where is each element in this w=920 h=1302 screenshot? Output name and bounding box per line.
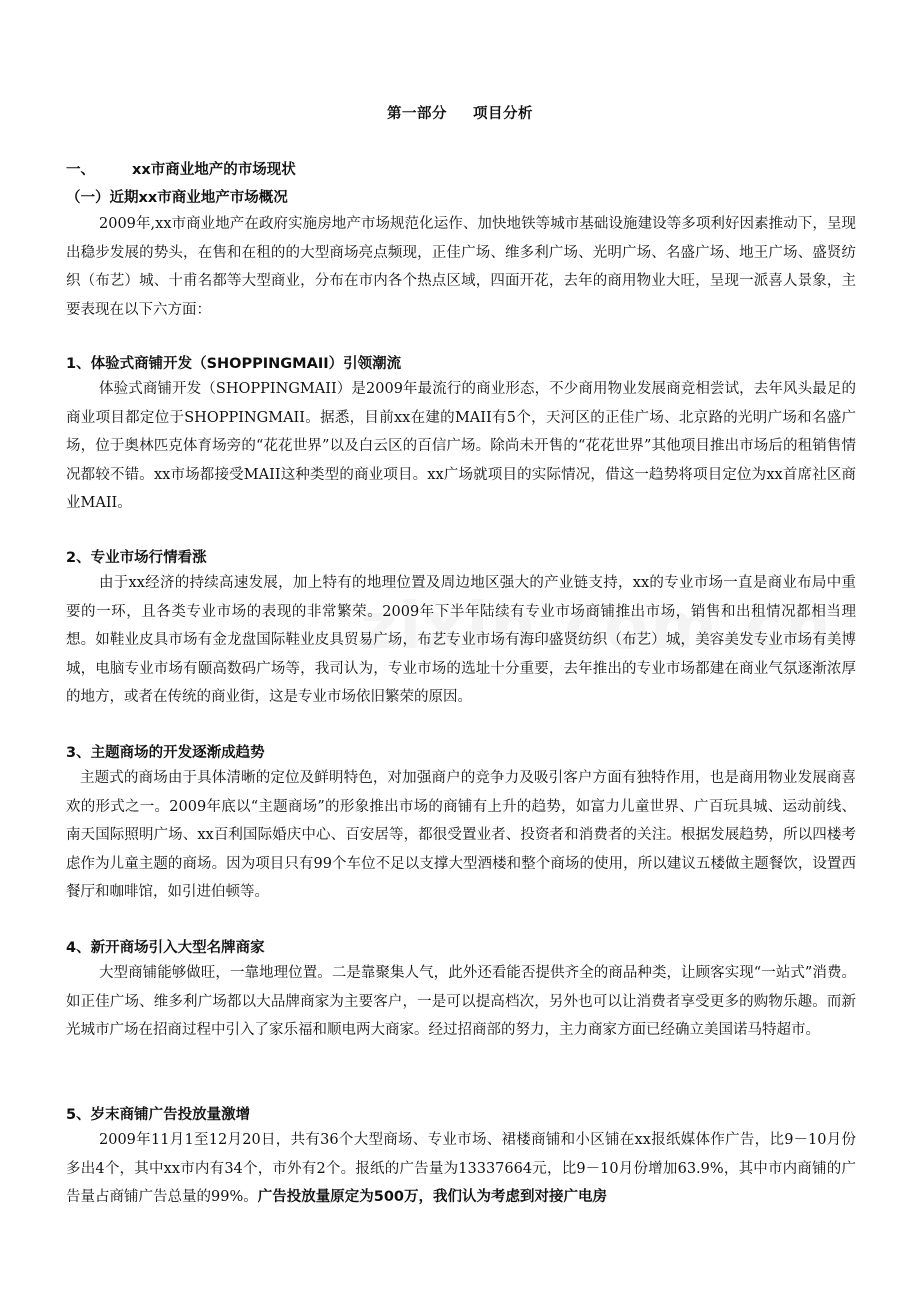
heading-level-1 bbox=[66, 158, 296, 179]
section-heading-2: 2、专业市场行情看涨 bbox=[66, 550, 207, 566]
section-heading-3: 3、主题商场的开发逐渐成趋势 bbox=[66, 745, 265, 761]
section-body-1: 体验式商铺开发（SHOPPINGMAII）是2009年最流行的商业形态，不少商用物业发展商竞相尝试，去年风头最足的商业项目都定位于SHOPPINGMAII。据悉，目前xx在建的MAII有5个，天河区的正佳广场、北京路的光明广场和名盛广场，位于奥林匹克体育场旁的“花花世界”以及白云区的百信广场。除尚未开售的“花花世界”其他项目推出市场后的租销售情况都较不错。xx市场都接受MAII这种类型的商业项目。xx广场就项目的实际情况，借这一趋势将项目定位为xx首席社区商业MAII。 bbox=[66, 381, 856, 511]
section-heading-1: 1、体验式商铺开发（SHOPPINGMAII）引领潮流 bbox=[66, 356, 402, 372]
section-body-5-text: 2009年11月1至12月20日，共有36个大型商场、专业市场、裙楼商铺和小区铺在xx报纸媒体作广告，比9－10月份多出4个，其中xx市内有34个，市外有2个。报纸的广告量为13337664元，比9－10月份增加63.9%，其中市内商铺的广告量占商铺广告总量的99%。 bbox=[66, 1132, 856, 1205]
title-part: 第一部分 bbox=[387, 106, 447, 122]
section-heading-5: 5、岁末商铺广告投放量激增 bbox=[66, 1107, 251, 1123]
intro-paragraph: 2009年,xx市商业地产在政府实施房地产市场规范化运作、加快地铁等城市基础设施建设等多项利好因素推动下，呈现出稳步发展的势头，在售和在租的的大型商场亮点频现，正佳广场、维多利广场、光明广场、名盛广场、地王广场、盛贤纺织（布艺）城、十甫名都等大型商业，分布在市内各个热点区域，四面开花，去年的商用物业大旺，呈现一派喜人景象，主要表现在以下六方面： bbox=[66, 216, 856, 318]
section-heading-4: 4、新开商场引入大型名牌商家 bbox=[66, 940, 265, 956]
heading-text: xx市商业地产的市场现状 bbox=[132, 162, 296, 178]
title-name: 项目分析 bbox=[473, 106, 533, 122]
heading-number: 一、 bbox=[66, 162, 95, 178]
section-body-5 bbox=[66, 1126, 856, 1212]
section-body-3: 主题式的商场由于具体清晰的定位及鲜明特色，对加强商户的竞争力及吸引客户方面有独特作用，也是商用物业发展商喜欢的形式之一。2009年底以“主题商场”的形象推出市场的商铺有上升的趋势，如富力儿童世界、广百玩具城、运动前线、南天国际照明广场、xx百利国际婚庆中心、百安居等，都很受置业者、投资者和消费者的关注。根据发展趋势，所以四楼考虑作为儿童主题的商场。因为项目只有99个车位不足以支撑大型酒楼和整个商场的使用，所以建议五楼做主题餐饮，设置西餐厅和咖啡馆，如引进伯顿等。 bbox=[66, 770, 856, 900]
section-body-2: 由于xx经济的持续高速发展，加上特有的地理位置及周边地区强大的产业链支持，xx的专业市场一直是商业布局中重要的一环，且各类专业市场的表现的非常繁荣。2009年下半年陆续有专业市场商铺推出市场，销售和出租情况都相当理想。如鞋业皮具市场有金龙盘国际鞋业皮具贸易广场，布艺专业市场有海印盛贤纺织（布艺）城，美容美发专业市场有美博城，电脑专业市场有颐高数码广场等，我司认为，专业市场的选址十分重要，去年推出的专业市场都建在商业气氛逐渐浓厚的地方，或者在传统的商业街，这是专业市场依旧繁荣的原因。 bbox=[66, 575, 856, 705]
section-body-4: 大型商铺能够做旺，一靠地理位置。二是靠聚集人气，此外还看能否提供齐全的商品种类，让顾客实现“一站式”消费。如正佳广场、维多利广场都以大品牌商家为主要客户，一是可以提高档次，另外也可以让消费者享受更多的购物乐趣。而新光城市广场在招商过程中引入了家乐福和顺电两大商家。经过招商部的努力，主力商家方面已经确立美国诺马特超市。 bbox=[66, 965, 856, 1038]
heading-level-2: （一）近期xx市商业地产市场概况 bbox=[66, 190, 288, 206]
section-body-5-bold: 广告投放量原定为500万，我们认为考虑到对接广电房 bbox=[257, 1189, 607, 1205]
page-title bbox=[0, 102, 920, 123]
